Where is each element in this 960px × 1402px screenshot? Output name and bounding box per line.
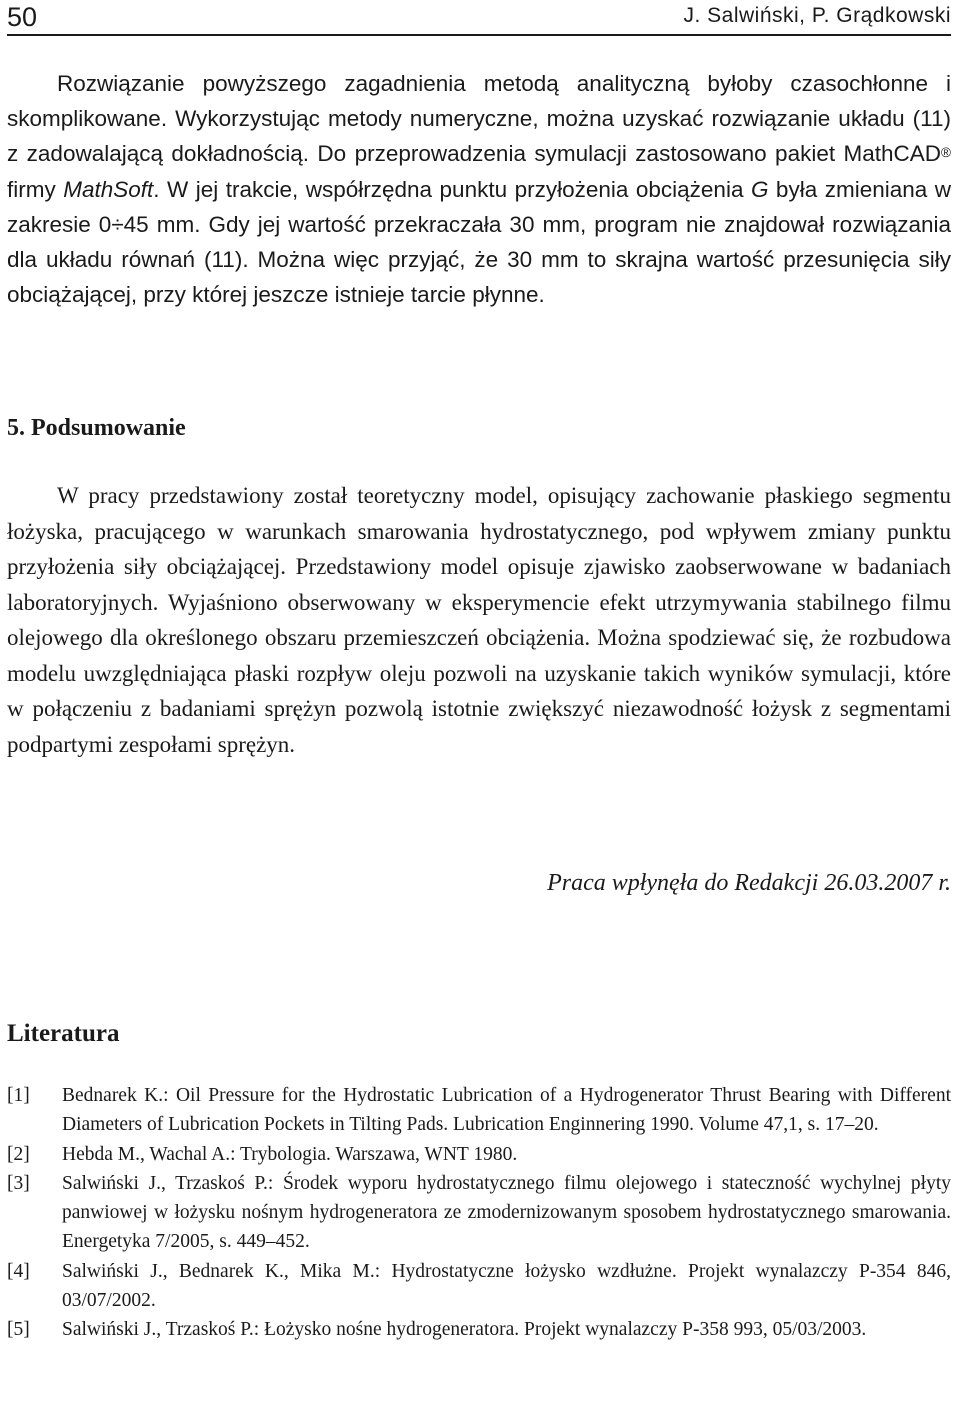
- reference-number: [3]: [7, 1172, 30, 1194]
- reference-number: [4]: [7, 1260, 30, 1282]
- paragraph-simulation-text-2: firmy: [7, 176, 64, 202]
- reference-item: [7, 1081, 951, 1140]
- page-header: [7, 0, 951, 36]
- document-page: [7, 0, 951, 1402]
- software-company-name: MathSoft: [63, 176, 154, 202]
- reference-number: [2]: [7, 1143, 30, 1165]
- section-heading-summary: 5. Podsumowanie: [7, 415, 186, 441]
- page-number: 50: [7, 2, 38, 32]
- reference-text: Salwiński J., Bednarek K., Mika M.: Hydrostatyczne łożysko wzdłużne. Projekt wynalazczy P-354 846, 03/07/2002.: [62, 1260, 951, 1312]
- running-head-authors: J. Salwiński, P. Grądkowski: [683, 4, 951, 27]
- reference-item: [7, 1315, 951, 1344]
- paragraph-simulation: [7, 66, 951, 312]
- reference-text: Salwiński J., Trzaskoś P.: Łożysko nośne hydrogeneratora. Projekt wynalazczy P-358 993, 05/03/2003.: [62, 1319, 867, 1341]
- references-heading: Literatura: [7, 1020, 120, 1047]
- paragraph-simulation-text-3: . W jej trakcie, współrzędna punktu przyłożenia obciążenia: [153, 176, 751, 202]
- paragraph-simulation-text-1: Rozwiązanie powyższego zagadnienia metodą analityczną byłoby czasochłonne i skomplikowane. Wykorzystując metody numeryczne, można uzyskać rozwiązanie układu (11) z zadowalającą dokładnością. Do przeprowadzenia symulacji zastosowano pakiet MathCAD: [7, 71, 951, 167]
- registered-trademark-mark: ®: [941, 144, 951, 160]
- paragraph-summary: W pracy przedstawiony został teoretyczny model, opisujący zachowanie płaskiego segmentu łożyska, pracującego w warunkach smarowania hydrostatycznego, pod wpływem zmiany punktu przyłożenia siły obciążającej. Przedstawiony model opisuje zjawisko zaobserwowane w badaniach laboratoryjnych. Wyjaśniono obserwowany w eksperymencie efekt utrzymywania stabilnego filmu olejowego dla określonego obszaru przemieszczeń obciążenia. Można spodziewać się, że rozbudowa modelu uwzględniająca płaski rozpływ oleju pozwoli na uzyskanie takich wyników symulacji, które w połączeniu z badaniami sprężyn pozwolą istotnie zwiększyć niezawodność łożysk z segmentami podpartymi zespołami sprężyn.: [7, 483, 951, 757]
- paragraph-simulation-text-4: była zmieniana w zakresie 0÷45 mm. Gdy jej wartość przekraczała 30 mm, program nie znajdował rozwiązania dla układu równań (11). Można więc przyjąć, że 30 mm to skrajna wartość przesunięcia siły obciążającej, przy której jeszcze istnieje tarcie płynne.: [7, 176, 951, 308]
- reference-item: [7, 1169, 951, 1257]
- reference-item: [7, 1257, 951, 1316]
- reference-number: [5]: [7, 1319, 30, 1341]
- reference-text: Salwiński J., Trzaskoś P.: Środek wyporu hydrostatycznego filmu olejowego i stateczność wychylnej płyty panwiowej w łożysku nośnym hydrogeneratora ze zmodernizowanym sposobem hydrostatycznego smarowania. Energetyka 7/2005, s. 449–452.: [62, 1172, 951, 1253]
- load-symbol: G: [750, 176, 769, 202]
- reference-text: Bednarek K.: Oil Pressure for the Hydrostatic Lubrication of a Hydrogenerator Thrust Bearing with Different Diameters of Lubrication Pockets in Tilting Pads. Lubrication Enginnering 1990. Volume 47,1, s. 17–20.: [62, 1085, 951, 1136]
- received-date-note: Praca wpłynęła do Redakcji 26.03.2007 r.: [547, 870, 951, 896]
- reference-text: Hebda M., Wachal A.: Trybologia. Warszawa, WNT 1980.: [62, 1143, 518, 1165]
- reference-number: [1]: [7, 1085, 30, 1106]
- references-list: [7, 1081, 951, 1345]
- reference-item: [7, 1140, 951, 1169]
